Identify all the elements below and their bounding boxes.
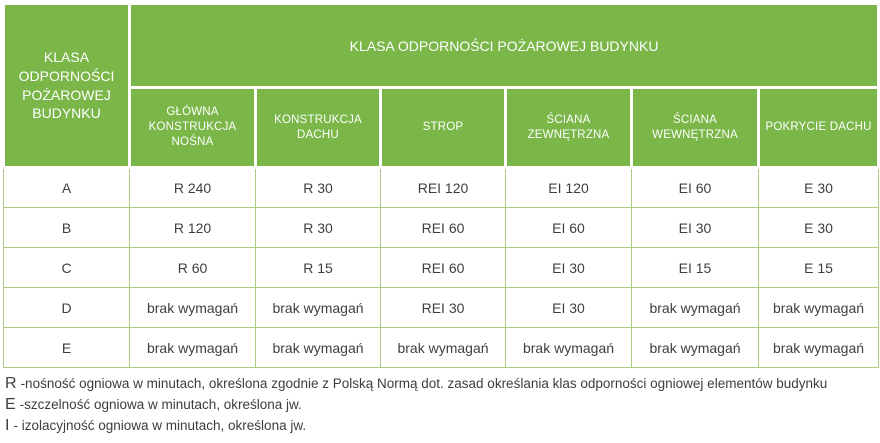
- cell-value: brak wymagań: [632, 288, 759, 328]
- column-header-strop: STROP: [381, 88, 506, 168]
- row-label: D: [4, 288, 130, 328]
- cell-value: brak wymagań: [632, 328, 759, 368]
- legend-symbol: E: [5, 396, 16, 413]
- column-header-sciana-wewnetrzna: ŚCIANA WEWNĘTRZNA: [632, 88, 759, 168]
- cell-value: brak wymagań: [256, 288, 381, 328]
- cell-value-strop: REI 30: [381, 288, 506, 328]
- legend-symbol: R: [5, 375, 17, 392]
- header-row-main: [4, 4, 879, 88]
- cell-value: brak wymagań: [130, 328, 256, 368]
- main-header: KLASA ODPORNOŚCI POŻAROWEJ BUDYNKU: [130, 4, 879, 88]
- cell-value: brak wymagań: [506, 328, 632, 368]
- cell-value: R 15: [256, 248, 381, 288]
- column-header-pokrycie-dachu: POKRYCIE DACHU: [759, 88, 879, 168]
- cell-value: brak wymagań: [256, 328, 381, 368]
- row-label: E: [4, 328, 130, 368]
- legend-text: -nośność ogniowa w minutach, określona zgodnie z Polską Normą dot. zasad określania klas odporności ogniowej elementów budynku: [20, 376, 828, 391]
- table-row-a: [4, 168, 879, 208]
- column-header-sciana-zewnetrzna: ŚCIANA ZEWNĘTRZNA: [506, 88, 632, 168]
- table-row-e: [4, 328, 879, 368]
- cell-value: R 60: [130, 248, 256, 288]
- cell-value: EI 120: [506, 168, 632, 208]
- legend: [2, 373, 878, 436]
- cell-value: EI 30: [506, 248, 632, 288]
- legend-item-i: [5, 415, 878, 436]
- cell-value-strop: REI 60: [381, 208, 506, 248]
- legend-symbol: I: [5, 417, 10, 434]
- cell-value: EI 30: [506, 288, 632, 328]
- column-header-konstrukcja-dachu: KONSTRUKCJA DACHU: [256, 88, 381, 168]
- cell-value: R 240: [130, 168, 256, 208]
- cell-value-strop: brak wymagań: [381, 328, 506, 368]
- row-label: B: [4, 208, 130, 248]
- table-row-b: [4, 208, 879, 248]
- fire-resistance-table: [2, 2, 880, 368]
- cell-value: EI 60: [632, 168, 759, 208]
- table-row-c: [4, 248, 879, 288]
- cell-value: EI 30: [632, 208, 759, 248]
- cell-value-strop: REI 120: [381, 168, 506, 208]
- column-header-glowna-konstrukcja-nosna: GŁÓWNA KONSTRUKCJA NOŚNA: [130, 88, 256, 168]
- corner-header: KLASA ODPORNOŚCI POŻAROWEJ BUDYNKU: [4, 4, 130, 168]
- cell-value: E 15: [759, 248, 879, 288]
- cell-value: brak wymagań: [759, 288, 879, 328]
- legend-item-r: [5, 373, 878, 394]
- table-row-d: [4, 288, 879, 328]
- cell-value: EI 15: [632, 248, 759, 288]
- cell-value: R 30: [256, 208, 381, 248]
- cell-value: EI 60: [506, 208, 632, 248]
- legend-text: - izolacyjność ogniowa w minutach, określona jw.: [13, 418, 307, 433]
- legend-item-e: [5, 394, 878, 415]
- cell-value: R 30: [256, 168, 381, 208]
- cell-value: brak wymagań: [759, 328, 879, 368]
- legend-text: -szczelność ogniowa w minutach, określona jw.: [19, 397, 302, 412]
- cell-value: brak wymagań: [130, 288, 256, 328]
- cell-value-strop: REI 60: [381, 248, 506, 288]
- row-label: C: [4, 248, 130, 288]
- cell-value: E 30: [759, 168, 879, 208]
- cell-value: E 30: [759, 208, 879, 248]
- header-row-columns: [4, 88, 879, 168]
- row-label: A: [4, 168, 130, 208]
- cell-value: R 120: [130, 208, 256, 248]
